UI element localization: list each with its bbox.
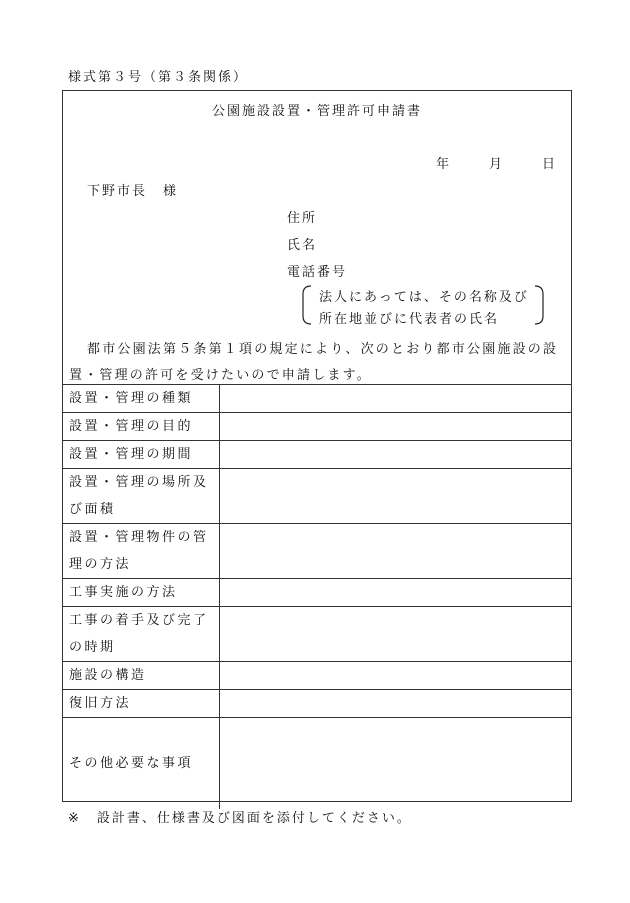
applicant-phone-label[interactable]: 電話番号	[287, 265, 348, 280]
corporate-note	[297, 282, 549, 326]
table-row	[63, 662, 571, 690]
item-value-field[interactable]	[220, 469, 572, 524]
table-row	[63, 690, 571, 718]
footnote-text: 設計書、仕様書及び図面を添付してください。	[96, 811, 412, 826]
item-value-field[interactable]	[220, 413, 572, 441]
item-value-field[interactable]	[220, 579, 572, 607]
date-day-field[interactable]: 日	[541, 157, 557, 172]
items-table	[63, 384, 571, 809]
item-label: 工事の着手及び完了の時期	[63, 607, 220, 662]
item-label: 設置・管理の場所及び面積	[63, 469, 220, 524]
item-label: 設置・管理の種類	[63, 385, 220, 413]
table-row	[63, 469, 571, 524]
table-row	[63, 385, 571, 413]
items-table-body	[63, 385, 571, 809]
addressee-honorific: 様	[163, 184, 179, 199]
date-row	[436, 153, 557, 172]
addressee	[87, 180, 178, 199]
item-value-field[interactable]	[220, 690, 572, 718]
item-value-field[interactable]	[220, 385, 572, 413]
item-value-field[interactable]	[220, 524, 572, 579]
table-row	[63, 718, 571, 809]
application-form	[62, 90, 572, 802]
item-value-field[interactable]	[220, 607, 572, 662]
date-year-field[interactable]: 年	[435, 157, 451, 172]
item-label: 施設の構造	[63, 662, 220, 690]
applicant-address-label[interactable]: 住所	[287, 211, 318, 226]
table-row	[63, 607, 571, 662]
date-month-field[interactable]: 月	[488, 157, 504, 172]
applicant-name-label[interactable]: 氏名	[287, 238, 318, 253]
item-value-field[interactable]	[220, 441, 572, 469]
item-label: 設置・管理の期間	[63, 441, 220, 469]
item-label: 工事実施の方法	[63, 579, 220, 607]
addressee-name: 下野市長	[87, 184, 148, 199]
corporate-note-line2: 所在地並びに代表者の氏名	[319, 312, 500, 327]
item-value-field[interactable]	[220, 718, 572, 809]
application-statement: 都市公園法第５条第１項の規定により、次のとおり都市公園施設の設置・管理の許可を受けたいので申請します。	[69, 342, 559, 383]
item-label: 復旧方法	[63, 690, 220, 718]
item-label: その他必要な事項	[63, 718, 220, 809]
item-label: 設置・管理の目的	[63, 413, 220, 441]
form-number: 様式第３号（第３条関係）	[68, 70, 249, 85]
item-value-field[interactable]	[220, 662, 572, 690]
table-row	[63, 524, 571, 579]
footnote-mark: ※	[68, 811, 81, 826]
corporate-note-line1: 法人にあっては、その名称及び	[319, 290, 529, 305]
table-row	[63, 413, 571, 441]
table-row	[63, 579, 571, 607]
item-label: 設置・管理物件の管理の方法	[63, 524, 220, 579]
table-row	[63, 441, 571, 469]
form-title: 公園施設設置・管理許可申請書	[211, 104, 422, 119]
footnote	[68, 807, 412, 826]
